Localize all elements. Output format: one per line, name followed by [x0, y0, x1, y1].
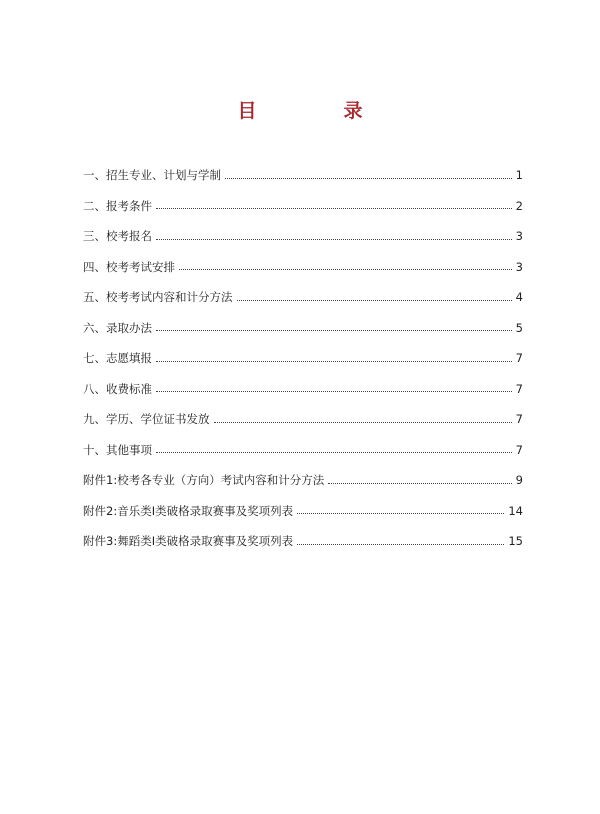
toc-entry-label: 四、校考考试安排: [83, 259, 175, 274]
dot-leader: [156, 239, 512, 240]
toc-entry[interactable]: [83, 496, 523, 527]
dot-leader: [225, 178, 512, 179]
toc-title: 目 录: [237, 100, 397, 122]
toc-entry[interactable]: [83, 465, 523, 496]
toc-entry-page: 14: [508, 503, 523, 518]
toc-entry-label: 二、报考条件: [83, 198, 152, 213]
dot-leader: [237, 300, 512, 301]
toc-entry-page: 9: [515, 473, 523, 488]
toc-entry-label: 三、校考报名: [83, 229, 152, 244]
toc-entry-page: 1: [515, 168, 523, 183]
dot-leader: [297, 544, 504, 545]
toc-entry[interactable]: [83, 343, 523, 374]
toc-entry-label: 六、录取办法: [83, 320, 152, 335]
toc-entry-label: 九、学历、学位证书发放: [83, 412, 210, 427]
toc-entry-page: 15: [508, 534, 523, 549]
toc-entry[interactable]: [83, 221, 523, 252]
toc-entry-page: 7: [515, 381, 523, 396]
toc-entry-page: 7: [515, 412, 523, 427]
dot-leader: [156, 361, 512, 362]
toc-entry-label: 七、志愿填报: [83, 351, 152, 366]
dot-leader: [156, 330, 512, 331]
toc-entry-label: 一、招生专业、计划与学制: [83, 168, 221, 183]
toc-entry-label: 五、校考考试内容和计分方法: [83, 290, 233, 305]
toc-entry[interactable]: [83, 191, 523, 222]
toc-entry[interactable]: [83, 374, 523, 405]
toc-entry[interactable]: [83, 313, 523, 344]
toc-entry[interactable]: [83, 160, 523, 191]
dot-leader: [156, 391, 512, 392]
toc-entry-page: 2: [515, 198, 523, 213]
dot-leader: [297, 513, 504, 514]
toc-entry-label: 附件3:舞蹈类Ⅰ类破格录取赛事及奖项列表: [83, 534, 294, 549]
dot-leader: [179, 269, 512, 270]
toc-entry-label: 附件1:校考各专业（方向）考试内容和计分方法: [83, 473, 325, 488]
table-of-contents: [83, 160, 523, 557]
dot-leader: [214, 422, 512, 423]
toc-entry-label: 十、其他事项: [83, 442, 152, 457]
dot-leader: [328, 483, 511, 484]
dot-leader: [156, 208, 512, 209]
toc-entry-label: 八、收费标准: [83, 381, 152, 396]
toc-entry-page: 5: [515, 320, 523, 335]
toc-entry[interactable]: [83, 435, 523, 466]
toc-entry-page: 3: [515, 229, 523, 244]
dot-leader: [156, 452, 512, 453]
toc-entry-label: 附件2:音乐类Ⅰ类破格录取赛事及奖项列表: [83, 503, 294, 518]
toc-entry-page: 7: [515, 442, 523, 457]
toc-entry[interactable]: [83, 252, 523, 283]
toc-entry[interactable]: [83, 526, 523, 557]
toc-entry-page: 4: [515, 290, 523, 305]
toc-entry-page: 3: [515, 259, 523, 274]
toc-entry[interactable]: [83, 404, 523, 435]
toc-entry[interactable]: [83, 282, 523, 313]
toc-entry-page: 7: [515, 351, 523, 366]
